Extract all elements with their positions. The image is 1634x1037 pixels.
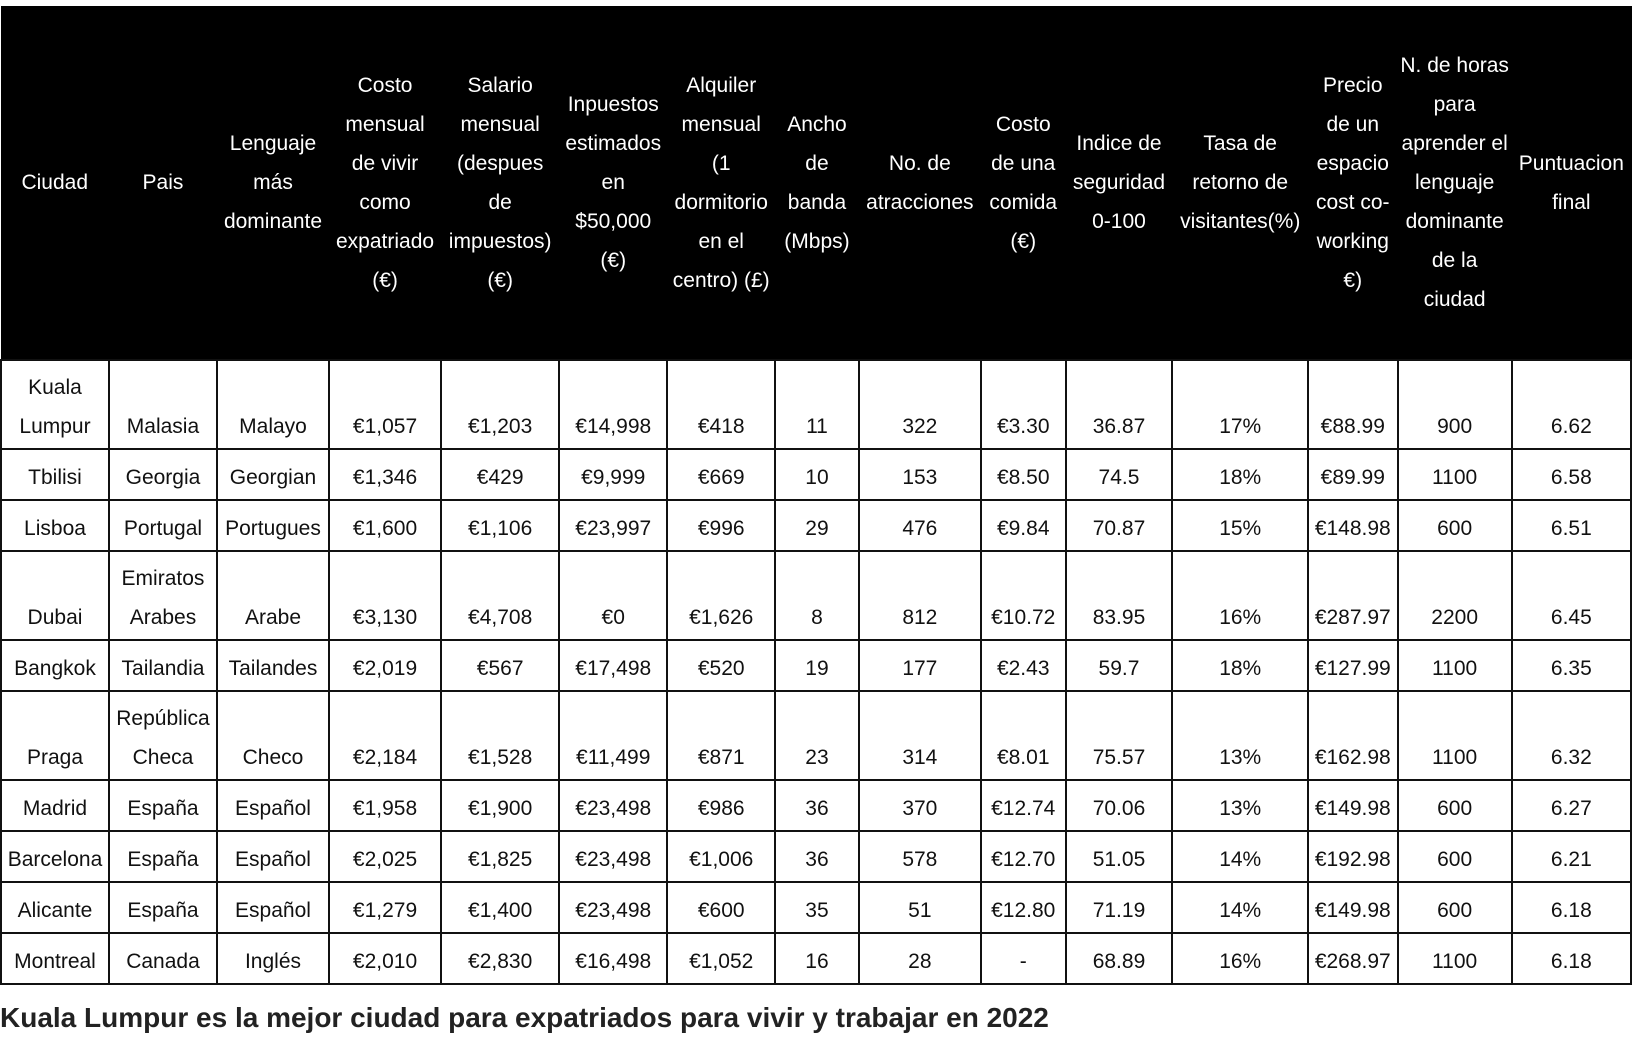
table-cell: 6.62 — [1512, 360, 1631, 449]
table-cell: €3.30 — [981, 360, 1066, 449]
table-cell: €88.99 — [1308, 360, 1398, 449]
table-cell: €2,025 — [329, 831, 441, 882]
table-row — [1, 500, 1631, 551]
table-cell: €1,052 — [667, 933, 775, 984]
table-cell: 18% — [1172, 640, 1307, 691]
city-cell: Barcelona — [1, 831, 109, 882]
table-cell: €8.01 — [981, 691, 1066, 780]
table-cell: 68.89 — [1066, 933, 1173, 984]
table-cell: €12.80 — [981, 882, 1066, 933]
city-cell: Alicante — [1, 882, 109, 933]
column-header: Puntuacion final — [1512, 6, 1631, 360]
table-cell: €10.72 — [981, 551, 1066, 640]
column-header: Costo de una comida (€) — [981, 6, 1066, 360]
table-cell: España — [109, 780, 217, 831]
table-cell: Español — [217, 780, 329, 831]
table-cell: 16% — [1172, 933, 1307, 984]
table-cell: 36 — [775, 780, 859, 831]
table-cell: 71.19 — [1066, 882, 1173, 933]
table-cell: €418 — [667, 360, 775, 449]
city-cell: Kuala Lumpur — [1, 360, 109, 449]
table-row — [1, 933, 1631, 984]
table-row — [1, 831, 1631, 882]
table-cell: €1,958 — [329, 780, 441, 831]
table-cell: 28 — [859, 933, 981, 984]
table-cell: €1,106 — [441, 500, 559, 551]
table-cell: 51 — [859, 882, 981, 933]
table-cell: Malayo — [217, 360, 329, 449]
table-cell: €12.74 — [981, 780, 1066, 831]
city-cell: Bangkok — [1, 640, 109, 691]
city-ranking-table — [0, 6, 1632, 985]
table-cell: €3,130 — [329, 551, 441, 640]
table-cell: 600 — [1398, 831, 1512, 882]
table-cell: €89.99 — [1308, 449, 1398, 500]
table-cell: €2,010 — [329, 933, 441, 984]
column-header: Precio de un espacio cost co-working €) — [1308, 6, 1398, 360]
table-cell: €4,708 — [441, 551, 559, 640]
table-cell: España — [109, 831, 217, 882]
table-cell: €23,498 — [559, 780, 667, 831]
column-header: Ciudad — [1, 6, 109, 360]
table-cell: 1100 — [1398, 449, 1512, 500]
table-cell: 6.18 — [1512, 933, 1631, 984]
table-cell: 600 — [1398, 780, 1512, 831]
table-cell: €268.97 — [1308, 933, 1398, 984]
table-cell: Canada — [109, 933, 217, 984]
table-cell: €429 — [441, 449, 559, 500]
table-cell: Arabe — [217, 551, 329, 640]
column-header: Ancho de banda (Mbps) — [775, 6, 859, 360]
column-header: Alquiler mensual (1 dormitorio en el centro) (£) — [667, 6, 775, 360]
table-cell: €520 — [667, 640, 775, 691]
column-header: Indice de seguridad 0-100 — [1066, 6, 1173, 360]
table-cell: 6.35 — [1512, 640, 1631, 691]
table-cell: 370 — [859, 780, 981, 831]
table-cell: República Checa — [109, 691, 217, 780]
column-header: Pais — [109, 6, 217, 360]
table-cell: €9,999 — [559, 449, 667, 500]
table-cell: €2,019 — [329, 640, 441, 691]
table-cell: 10 — [775, 449, 859, 500]
table-cell: €996 — [667, 500, 775, 551]
table-cell: Georgia — [109, 449, 217, 500]
table-cell: 1100 — [1398, 933, 1512, 984]
table-cell: 6.27 — [1512, 780, 1631, 831]
table-row — [1, 640, 1631, 691]
table-cell: 2200 — [1398, 551, 1512, 640]
table-cell: €148.98 — [1308, 500, 1398, 551]
table-cell: 6.32 — [1512, 691, 1631, 780]
table-cell: 17% — [1172, 360, 1307, 449]
table-cell: Emiratos Arabes — [109, 551, 217, 640]
table-cell: 153 — [859, 449, 981, 500]
table-cell: €1,279 — [329, 882, 441, 933]
table-cell: 13% — [1172, 691, 1307, 780]
table-cell: 14% — [1172, 882, 1307, 933]
table-cell: Tailandes — [217, 640, 329, 691]
table-cell: 578 — [859, 831, 981, 882]
table-cell: €1,825 — [441, 831, 559, 882]
table-cell: €192.98 — [1308, 831, 1398, 882]
city-cell: Dubai — [1, 551, 109, 640]
table-row — [1, 551, 1631, 640]
table-cell: 1100 — [1398, 640, 1512, 691]
table-cell: Español — [217, 882, 329, 933]
table-cell: 6.21 — [1512, 831, 1631, 882]
table-cell: 812 — [859, 551, 981, 640]
table-cell: €14,998 — [559, 360, 667, 449]
table-cell: €669 — [667, 449, 775, 500]
table-cell: €162.98 — [1308, 691, 1398, 780]
table-cell: €1,006 — [667, 831, 775, 882]
city-cell: Madrid — [1, 780, 109, 831]
table-cell: €1,626 — [667, 551, 775, 640]
table-cell: 74.5 — [1066, 449, 1173, 500]
table-cell: 1100 — [1398, 691, 1512, 780]
table-cell: 19 — [775, 640, 859, 691]
table-row — [1, 360, 1631, 449]
table-cell: Georgian — [217, 449, 329, 500]
table-cell: €149.98 — [1308, 780, 1398, 831]
table-cell: €23,498 — [559, 882, 667, 933]
table-cell: €9.84 — [981, 500, 1066, 551]
city-cell: Praga — [1, 691, 109, 780]
table-row — [1, 691, 1631, 780]
table-cell: 476 — [859, 500, 981, 551]
table-cell: 177 — [859, 640, 981, 691]
table-cell: €2,830 — [441, 933, 559, 984]
table-cell: Malasia — [109, 360, 217, 449]
table-cell: 14% — [1172, 831, 1307, 882]
table-row — [1, 882, 1631, 933]
table-cell: €127.99 — [1308, 640, 1398, 691]
table-cell: - — [981, 933, 1066, 984]
city-cell: Montreal — [1, 933, 109, 984]
table-cell: 322 — [859, 360, 981, 449]
table-cell: €1,203 — [441, 360, 559, 449]
city-cell: Tbilisi — [1, 449, 109, 500]
column-header: Tasa de retorno de visitantes(%) — [1172, 6, 1307, 360]
table-cell: 16% — [1172, 551, 1307, 640]
table-cell: €2.43 — [981, 640, 1066, 691]
column-header: Inpuestos estimados en $50,000 (€) — [559, 6, 667, 360]
column-header: No. de atracciones — [859, 6, 981, 360]
table-cell: €1,057 — [329, 360, 441, 449]
table-cell: 36.87 — [1066, 360, 1173, 449]
table-cell: €11,499 — [559, 691, 667, 780]
table-cell: €986 — [667, 780, 775, 831]
table-cell: 13% — [1172, 780, 1307, 831]
column-header: Costo mensual de vivir como expatriado (€) — [329, 6, 441, 360]
table-cell: 314 — [859, 691, 981, 780]
table-cell: €23,997 — [559, 500, 667, 551]
table-cell: €1,346 — [329, 449, 441, 500]
city-cell: Lisboa — [1, 500, 109, 551]
table-header-row — [1, 6, 1631, 360]
table-cell: 75.57 — [1066, 691, 1173, 780]
table-cell: €149.98 — [1308, 882, 1398, 933]
table-cell: 8 — [775, 551, 859, 640]
table-cell: Checo — [217, 691, 329, 780]
table-cell: €1,400 — [441, 882, 559, 933]
table-cell: €0 — [559, 551, 667, 640]
table-cell: 23 — [775, 691, 859, 780]
table-row — [1, 780, 1631, 831]
table-cell: €1,900 — [441, 780, 559, 831]
table-cell: España — [109, 882, 217, 933]
table-cell: 35 — [775, 882, 859, 933]
table-cell: 59.7 — [1066, 640, 1173, 691]
column-header: N. de horas para aprender el lenguaje dominante de la ciudad — [1398, 6, 1512, 360]
table-cell: €8.50 — [981, 449, 1066, 500]
table-cell: Portugues — [217, 500, 329, 551]
table-cell: 11 — [775, 360, 859, 449]
table-cell: 600 — [1398, 500, 1512, 551]
table-cell: €1,600 — [329, 500, 441, 551]
table-cell: €23,498 — [559, 831, 667, 882]
table-cell: €2,184 — [329, 691, 441, 780]
table-cell: €12.70 — [981, 831, 1066, 882]
table-cell: 6.51 — [1512, 500, 1631, 551]
table-cell: €1,528 — [441, 691, 559, 780]
table-cell: €16,498 — [559, 933, 667, 984]
table-cell: Español — [217, 831, 329, 882]
table-cell: 51.05 — [1066, 831, 1173, 882]
chart-title: Kuala Lumpur es la mejor ciudad para expatriados para vivir y trabajar en 2022 — [0, 1002, 1049, 1033]
table-cell: 70.87 — [1066, 500, 1173, 551]
table-cell: €287.97 — [1308, 551, 1398, 640]
table-cell: Portugal — [109, 500, 217, 551]
table-cell: 15% — [1172, 500, 1307, 551]
table-cell: €600 — [667, 882, 775, 933]
table-cell: €871 — [667, 691, 775, 780]
table-cell: 6.18 — [1512, 882, 1631, 933]
table-cell: Inglés — [217, 933, 329, 984]
column-header: Lenguaje más dominante — [217, 6, 329, 360]
table-cell: 36 — [775, 831, 859, 882]
table-cell: 6.58 — [1512, 449, 1631, 500]
table-cell: 70.06 — [1066, 780, 1173, 831]
table-cell: €567 — [441, 640, 559, 691]
table-row — [1, 449, 1631, 500]
table-cell: 83.95 — [1066, 551, 1173, 640]
table-cell: 6.45 — [1512, 551, 1631, 640]
table-cell: 600 — [1398, 882, 1512, 933]
table-cell: €17,498 — [559, 640, 667, 691]
table-cell: 29 — [775, 500, 859, 551]
column-header: Salario mensual (despues de impuestos) (€) — [441, 6, 559, 360]
table-cell: 18% — [1172, 449, 1307, 500]
table-cell: 900 — [1398, 360, 1512, 449]
table-cell: Tailandia — [109, 640, 217, 691]
table-cell: 16 — [775, 933, 859, 984]
